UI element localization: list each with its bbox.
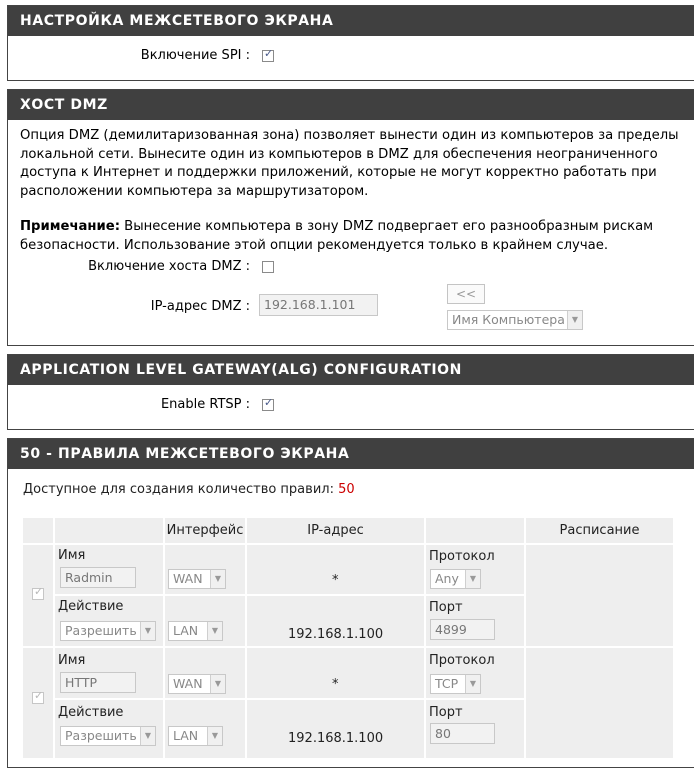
rule-2-name-cell bbox=[55, 648, 163, 698]
rule-1-dst-interface-cell bbox=[165, 596, 245, 646]
rule-2-name-input[interactable]: HTTP bbox=[60, 672, 136, 693]
rule-2-check-cell bbox=[23, 648, 53, 758]
rule-1-port-input[interactable]: 4899 bbox=[430, 619, 495, 640]
rule-1-name-input[interactable]: Radmin bbox=[60, 567, 136, 588]
available-rules-count: 50 bbox=[338, 482, 355, 497]
dmz-description: Опция DMZ (демилитаризованная зона) позволяет вынести один из компьютеров за пределы локальной сети. Вынесите один из компьютеров в DMZ для обеспечения неограниченного доступа к Интернет и поддержки приложений, которые не могут корректно работать при расположении компьютера за маршрутизатором. bbox=[20, 128, 679, 199]
rule-1-src-interface-value: WAN bbox=[173, 571, 203, 586]
rule-1-dst-ip: 192.168.1.100 bbox=[288, 627, 384, 642]
rule-2-port-cell bbox=[426, 700, 524, 758]
col-header-ip: IP-адрес bbox=[247, 518, 424, 543]
rule-1-action-cell bbox=[55, 596, 163, 646]
rule-1-enable-checkbox[interactable] bbox=[32, 588, 44, 600]
rule-2-dst-interface-cell bbox=[165, 700, 245, 758]
rule-2-dst-interface-select[interactable] bbox=[168, 726, 223, 746]
chevron-down-icon: ▼ bbox=[140, 727, 155, 745]
col-header-protocol bbox=[426, 518, 524, 543]
chevron-down-icon: ▼ bbox=[207, 622, 222, 640]
rules-table bbox=[23, 518, 673, 758]
dmz-panel bbox=[7, 89, 694, 346]
rule-2-dst-interface-value: LAN bbox=[173, 728, 199, 743]
rule-1-name-label: Имя bbox=[58, 548, 86, 563]
rule-1-dst-ip-cell bbox=[247, 596, 424, 646]
rule-1-src-ip-cell bbox=[247, 545, 424, 594]
rule-2-enable-checkbox[interactable] bbox=[32, 692, 44, 704]
rule-2-src-ip: * bbox=[332, 677, 339, 692]
dmz-enable-label: Включение хоста DMZ : bbox=[88, 259, 250, 274]
col-header-schedule: Расписание bbox=[526, 518, 673, 543]
section-header: НАСТРОЙКА МЕЖСЕТЕВОГО ЭКРАНА bbox=[8, 6, 694, 36]
computer-name-value: Имя Компьютера bbox=[452, 312, 565, 327]
rule-2-protocol-label: Протокол bbox=[429, 653, 495, 668]
rule-2-name-label: Имя bbox=[58, 653, 86, 668]
rule-2-protocol-select[interactable] bbox=[430, 674, 481, 694]
dmz-note bbox=[20, 218, 680, 255]
rule-2-schedule-cell bbox=[526, 648, 673, 758]
rule-1-schedule-cell bbox=[526, 545, 673, 646]
rule-1-protocol-label: Протокол bbox=[429, 549, 495, 564]
computer-name-select[interactable] bbox=[447, 310, 583, 330]
chevron-down-icon: ▼ bbox=[140, 622, 155, 640]
rule-2-action-cell bbox=[55, 700, 163, 758]
rule-2-src-interface-value: WAN bbox=[173, 676, 203, 691]
chevron-down-icon: ▼ bbox=[465, 675, 480, 693]
dmz-enable-checkbox[interactable] bbox=[262, 261, 274, 273]
rule-1-src-interface-cell bbox=[165, 545, 245, 594]
rule-1-protocol-value: Any bbox=[435, 571, 459, 586]
rule-2-action-value: Разрешить bbox=[65, 728, 137, 743]
rule-2-dst-ip-cell bbox=[247, 700, 424, 758]
section-header: APPLICATION LEVEL GATEWAY(ALG) CONFIGURATION bbox=[8, 355, 694, 385]
rule-2-protocol-value: TCP bbox=[435, 676, 459, 691]
rule-2-port-input[interactable]: 80 bbox=[430, 723, 495, 744]
rule-2-action-select[interactable] bbox=[60, 726, 156, 746]
available-rules-label: Доступное для создания количество правил: bbox=[23, 482, 334, 497]
rule-1-dst-interface-value: LAN bbox=[173, 623, 199, 638]
alg-panel bbox=[7, 354, 694, 430]
rule-2-protocol-cell bbox=[426, 648, 524, 698]
note-text: Вынесение компьютера в зону DMZ подвергает его разнообразным рискам безопасности. Использование этой опции рекомендуется только в крайнем случае. bbox=[20, 219, 654, 253]
rule-1-port-cell bbox=[426, 596, 524, 646]
col-header-interface: Интерфейс bbox=[165, 518, 245, 543]
rule-1-protocol-cell bbox=[426, 545, 524, 594]
rule-1-src-interface-select[interactable] bbox=[168, 569, 226, 589]
col-header-name bbox=[55, 518, 163, 543]
spi-checkbox[interactable] bbox=[262, 50, 274, 62]
rtsp-checkbox[interactable] bbox=[262, 399, 274, 411]
rule-1-check-cell bbox=[23, 545, 53, 646]
rule-1-protocol-select[interactable] bbox=[430, 569, 481, 589]
rule-2-src-interface-select[interactable] bbox=[168, 674, 226, 694]
col-header-check bbox=[23, 518, 53, 543]
rtsp-label: Enable RTSP : bbox=[160, 397, 250, 412]
chevron-down-icon: ▼ bbox=[465, 570, 480, 588]
rule-1-action-select[interactable] bbox=[60, 621, 156, 641]
available-rules-text bbox=[23, 482, 355, 497]
spi-label: Включение SPI : bbox=[140, 48, 250, 63]
rule-2-dst-ip: 192.168.1.100 bbox=[288, 731, 384, 746]
copy-ip-button[interactable]: << bbox=[447, 284, 485, 304]
rule-2-src-interface-cell bbox=[165, 648, 245, 698]
dmz-ip-input[interactable]: 192.168.1.101 bbox=[259, 294, 378, 316]
rule-2-action-label: Действие bbox=[58, 705, 124, 720]
section-header: ХОСТ DMZ bbox=[8, 90, 694, 120]
chevron-down-icon: ▼ bbox=[567, 311, 582, 329]
note-label: Примечание: bbox=[20, 219, 120, 234]
chevron-down-icon: ▼ bbox=[210, 570, 225, 588]
rule-2-port-label: Порт bbox=[429, 705, 463, 720]
chevron-down-icon: ▼ bbox=[210, 675, 225, 693]
section-header: 50 - ПРАВИЛА МЕЖСЕТЕВОГО ЭКРАНА bbox=[8, 439, 694, 469]
rule-1-port-label: Порт bbox=[429, 600, 463, 615]
rule-1-action-value: Разрешить bbox=[65, 623, 137, 638]
firewall-settings-panel bbox=[7, 5, 694, 81]
rule-1-name-cell bbox=[55, 545, 163, 594]
rule-1-dst-interface-select[interactable] bbox=[168, 621, 223, 641]
dmz-ip-label: IP-адрес DMZ : bbox=[150, 299, 250, 314]
rule-1-src-ip: * bbox=[332, 573, 339, 588]
rule-2-src-ip-cell bbox=[247, 648, 424, 698]
rule-1-action-label: Действие bbox=[58, 599, 124, 614]
chevron-down-icon: ▼ bbox=[207, 727, 222, 745]
